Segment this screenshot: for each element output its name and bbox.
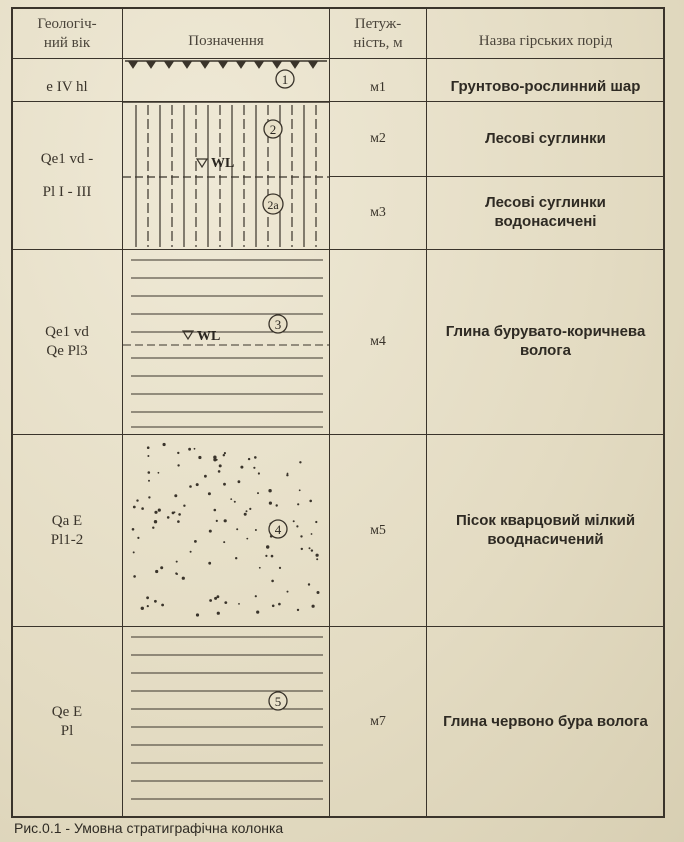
row-2a-rock-name: Лесові суглинки водонасичені xyxy=(485,194,606,230)
layer-2a-marker xyxy=(263,194,283,214)
loess-layer-pattern xyxy=(123,102,329,247)
layer-5-number: 5 xyxy=(274,694,282,709)
layer-4-marker xyxy=(269,520,287,538)
layer-3-marker xyxy=(269,315,287,333)
water-level-marker-2 xyxy=(183,329,220,344)
header-thickness: Петуж- ність, м xyxy=(353,15,403,51)
row-2-age: Qe1 vd - Pl I - III xyxy=(40,150,94,200)
header-age: Геологіч- ний вік xyxy=(37,15,97,51)
row-1-age: e IV hl xyxy=(46,78,88,95)
figure-caption: Рис.0.1 - Умовна стратиграфічна колонка xyxy=(14,820,284,836)
sand-layer-pattern xyxy=(132,443,320,617)
row-2a-thickness: м3 xyxy=(370,205,386,221)
layer-2-number: 2 xyxy=(269,122,277,137)
clay-layer-3-pattern xyxy=(123,260,329,427)
stratigraphic-column-graphic xyxy=(123,59,329,817)
row-4-age: Qa E Pl1-2 xyxy=(50,512,84,548)
row-3-rock-name: Глина бурувато-коричнева волога xyxy=(445,323,646,359)
layer-1-marker xyxy=(276,70,294,88)
water-level-label: WL xyxy=(197,329,221,344)
row-4-thickness: м5 xyxy=(370,522,386,538)
row-2-rock-name: Лесові суглинки xyxy=(485,129,606,147)
header-rock-name: Назва гірських порід xyxy=(478,33,613,50)
layer-2-marker xyxy=(264,120,282,138)
row-1-thickness: м1 xyxy=(370,80,386,96)
water-level-label: WL xyxy=(211,156,235,171)
row-3-thickness: м4 xyxy=(370,334,386,350)
row-1-rock-name: Грунтово-рослинний шар xyxy=(450,77,641,95)
layer-3-number: 3 xyxy=(274,317,282,332)
layer-1-number: 1 xyxy=(281,72,289,87)
water-level-marker-1 xyxy=(197,156,234,171)
row-4-rock-name: Пісок кварцовий мілкий вооднасичений xyxy=(455,511,636,548)
layer-2a-number: 2a xyxy=(267,198,279,212)
layer-5-marker xyxy=(269,692,287,710)
clay-layer-5-pattern xyxy=(131,637,323,799)
layer-4-number: 4 xyxy=(274,522,282,537)
soil-layer-pattern xyxy=(125,61,327,68)
header-symbol: Позначення xyxy=(188,33,264,50)
row-5-age: Qe E Pl xyxy=(51,704,83,739)
row-5-rock-name: Глина червоно бура волога xyxy=(443,712,648,730)
row-3-age: Qe1 vd Qe Pl3 xyxy=(45,324,89,359)
row-5-thickness: м7 xyxy=(370,714,386,730)
row-2-thickness: м2 xyxy=(370,131,386,147)
